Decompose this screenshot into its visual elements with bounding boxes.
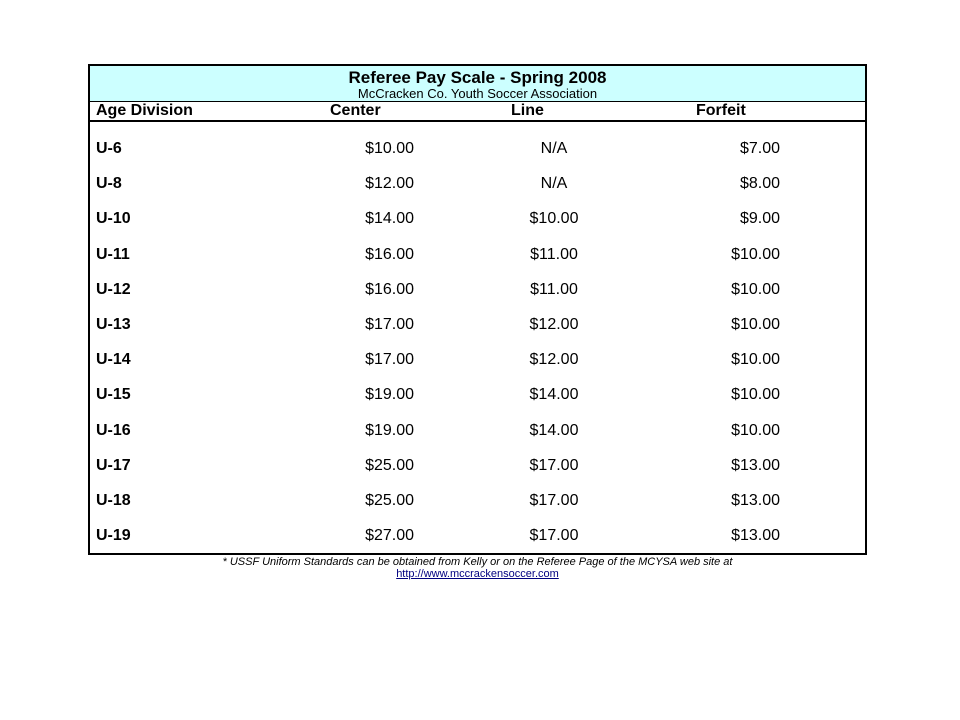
table-row	[90, 376, 865, 411]
header-line: Line	[511, 102, 544, 119]
cell-line: $17.00	[529, 491, 579, 509]
pay-scale-table	[88, 64, 867, 555]
cell-center: $10.00	[365, 140, 414, 157]
cell-line: $14.00	[529, 386, 579, 404]
cell-line: $17.00	[529, 456, 579, 474]
cell-center: $25.00	[365, 456, 414, 474]
cell-center: $27.00	[365, 527, 414, 545]
cell-age: U-10	[96, 210, 131, 228]
cell-line: $14.00	[529, 421, 579, 439]
cell-forfeit: $8.00	[739, 175, 780, 193]
table-row	[90, 130, 865, 165]
table-row	[90, 271, 865, 306]
cell-center: $19.00	[365, 421, 414, 439]
table-row	[90, 341, 865, 376]
mcysa-website-link[interactable]: http://www.mccrackensoccer.com	[396, 568, 559, 580]
cell-center: $25.00	[365, 491, 414, 509]
table-row	[90, 482, 865, 517]
cell-age: U-11	[96, 245, 130, 263]
cell-age: U-19	[96, 527, 131, 545]
cell-forfeit: $13.00	[731, 491, 780, 509]
cell-center: $19.00	[365, 386, 414, 404]
table-row	[90, 306, 865, 341]
cell-line: $10.00	[529, 210, 579, 228]
cell-forfeit: $10.00	[731, 421, 780, 439]
cell-forfeit: $9.00	[739, 210, 780, 228]
cell-forfeit: $10.00	[731, 351, 780, 369]
cell-line: $17.00	[529, 527, 579, 545]
cell-forfeit: $13.00	[731, 527, 780, 545]
cell-center: $16.00	[365, 280, 414, 298]
cell-forfeit: $10.00	[731, 386, 780, 404]
footnote-link-line	[88, 568, 867, 580]
cell-forfeit: $10.00	[731, 315, 780, 333]
table-body	[90, 130, 865, 552]
cell-forfeit: $7.00	[739, 140, 780, 157]
cell-forfeit: $10.00	[731, 245, 780, 263]
cell-line: $12.00	[529, 351, 579, 369]
table-row	[90, 517, 865, 552]
header-center: Center	[330, 102, 381, 119]
cell-center: $17.00	[365, 351, 414, 369]
cell-forfeit: $13.00	[731, 456, 780, 474]
table-row	[90, 447, 865, 482]
cell-line: $12.00	[529, 315, 579, 333]
cell-age: U-12	[96, 280, 131, 298]
cell-forfeit: $10.00	[731, 280, 780, 298]
table-row	[90, 412, 865, 447]
cell-line: $11.00	[530, 245, 578, 263]
cell-age: U-6	[96, 140, 122, 157]
footnote: * USSF Uniform Standards can be obtained from Kelly or on the Referee Page of the MCYSA web site at	[222, 556, 733, 568]
cell-line: $11.00	[530, 280, 578, 298]
cell-age: U-15	[96, 386, 131, 404]
table-row	[90, 200, 865, 235]
cell-center: $12.00	[365, 175, 414, 193]
cell-center: $17.00	[365, 315, 414, 333]
cell-age: U-17	[96, 456, 131, 474]
cell-center: $16.00	[365, 245, 414, 263]
cell-age: U-16	[96, 421, 131, 439]
cell-age: U-14	[96, 351, 131, 369]
header-row	[90, 102, 865, 122]
cell-age: U-18	[96, 491, 131, 509]
header-age-division: Age Division	[96, 102, 193, 119]
cell-age: U-8	[96, 175, 122, 193]
cell-center: $14.00	[365, 210, 414, 228]
table-title: Referee Pay Scale - Spring 2008	[348, 68, 607, 87]
header-forfeit: Forfeit	[696, 102, 746, 119]
title-block	[90, 66, 865, 102]
table-row	[90, 236, 865, 271]
cell-line: N/A	[540, 140, 568, 157]
cell-line: N/A	[540, 175, 568, 193]
table-row	[90, 165, 865, 200]
cell-age: U-13	[96, 315, 131, 333]
table-subtitle: McCracken Co. Youth Soccer Association	[357, 86, 598, 101]
